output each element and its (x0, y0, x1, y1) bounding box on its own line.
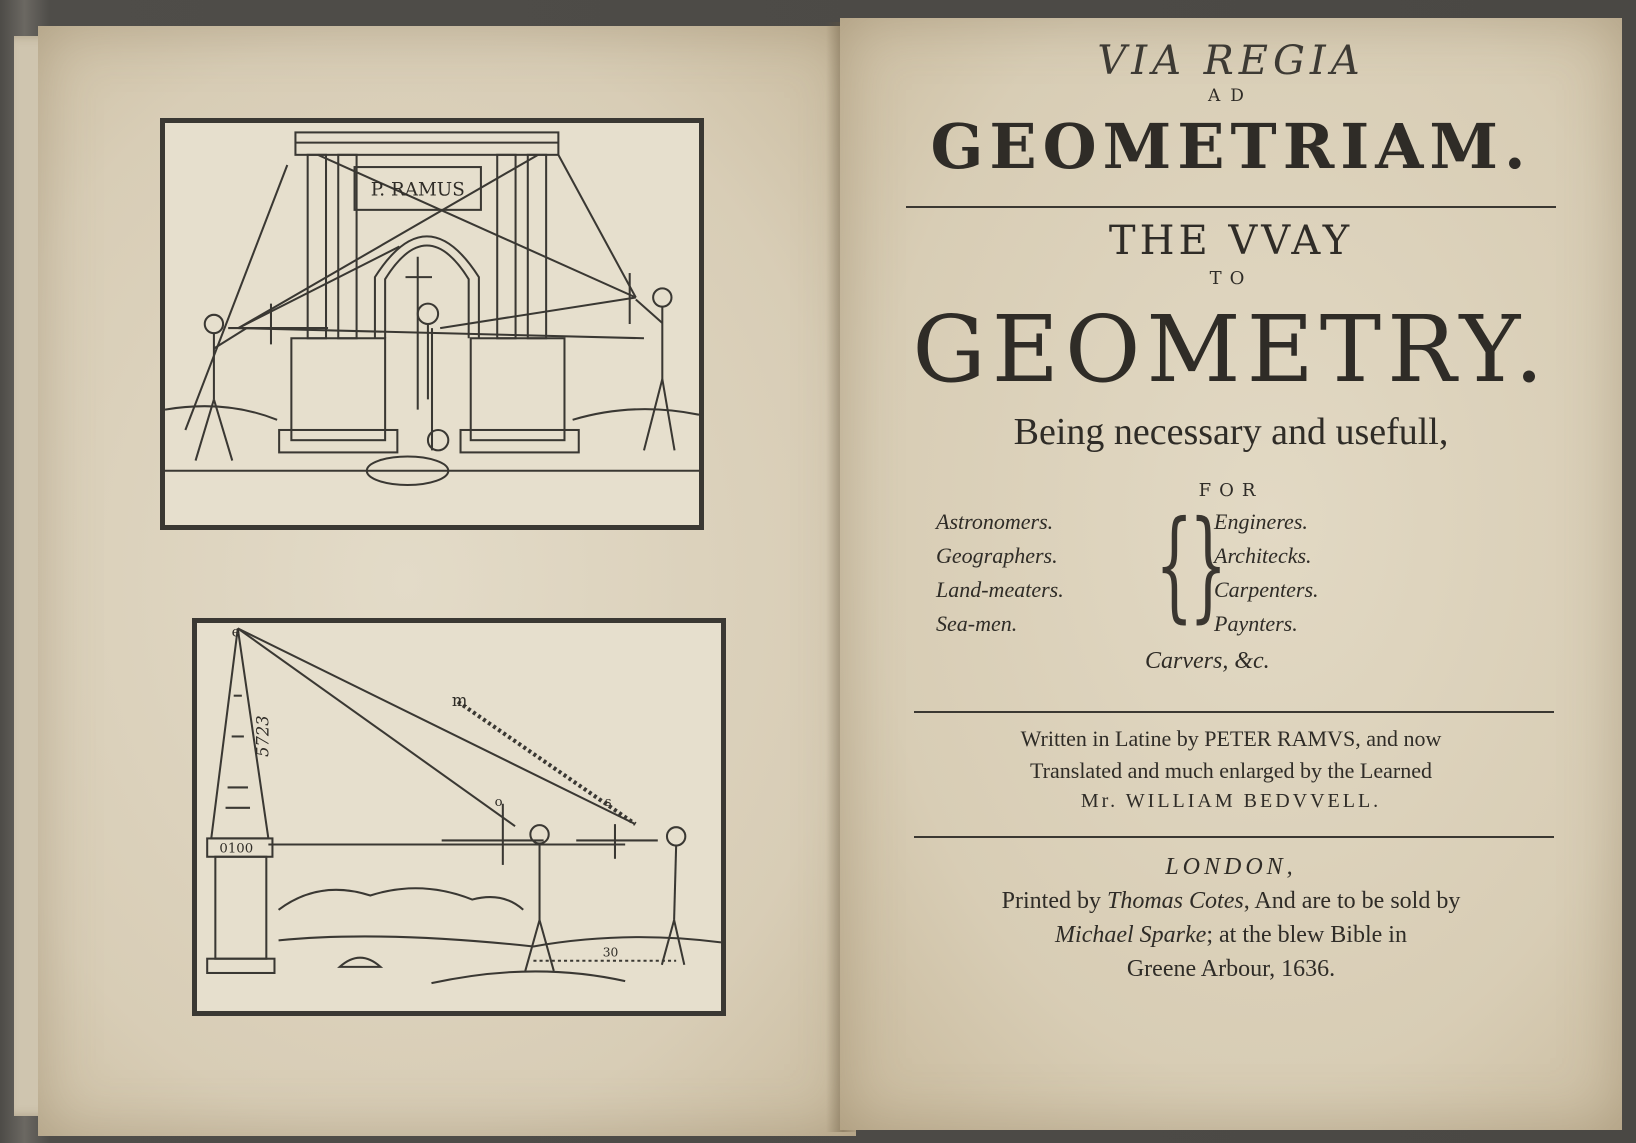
label-ground: 30 (602, 945, 619, 960)
audience-right-column (1214, 505, 1319, 641)
woodcut-sign-text: P. RAMUS (370, 179, 465, 201)
handwritten-title: VIA REGIA (1097, 38, 1365, 84)
audience-item: Sea-men. (936, 611, 1018, 636)
brace-icon: { (1155, 496, 1194, 635)
imprint-seller-line (840, 922, 1622, 949)
audience-item: Paynters. (1214, 611, 1298, 636)
label-e: e (231, 624, 241, 641)
audience-left-column (936, 505, 1064, 641)
woodcut-arch-illustration (160, 118, 704, 530)
divider-rule (914, 711, 1554, 713)
label-for: FOR (1198, 480, 1264, 501)
subtitle-being: Being necessary and usefull, (1013, 411, 1449, 453)
translator-name: Mr. WILLIAM BEDVVELL. (1080, 790, 1382, 812)
imprint-text: Printed by (1001, 888, 1107, 914)
title-geometriam: GEOMETRIAM. (930, 110, 1532, 183)
label-m: m (451, 690, 468, 710)
translator-line: Translated and much enlarged by the Learned (1030, 758, 1432, 783)
woodcut-obelisk-illustration (192, 618, 726, 1016)
imprint-text: , And are to be sold by (1243, 888, 1461, 914)
printer-name: Thomas Cotes (1107, 888, 1244, 914)
audience-item: Land-meaters. (936, 577, 1064, 602)
audience-item: Architecks. (1214, 543, 1312, 568)
imprint-printer-line (840, 888, 1622, 915)
divider-rule (906, 206, 1556, 208)
imprint-city: LONDON, (1165, 854, 1297, 880)
brace-icon: { (1189, 496, 1228, 635)
title-geometry: GEOMETRY. (912, 296, 1550, 403)
imprint-date-line: Greene Arbour, 1636. (1126, 956, 1336, 982)
label-o: o (494, 794, 503, 810)
title-page (840, 18, 1622, 1130)
surveyors-measuring-obelisk-illustration (197, 623, 721, 1011)
seller-name: Michael Sparke (1055, 922, 1207, 948)
label-base: 0100 (219, 841, 254, 857)
title-the-way: THE VVAY (1108, 218, 1354, 264)
surveyors-measuring-triumphal-arch-illustration (165, 123, 699, 525)
label-measure: 5723 (253, 715, 273, 757)
title-ad: AD (1208, 86, 1254, 106)
audience-carvers: Carvers, &c. (1145, 648, 1270, 674)
audience-item: Engineres. (1214, 509, 1308, 534)
title-to: TO (1209, 268, 1253, 289)
audience-item: Carpenters. (1214, 577, 1319, 602)
audience-item: Astronomers. (936, 509, 1054, 534)
divider-rule (914, 836, 1554, 838)
author-line: Written in Latine by PETER RAMVS, and now (1020, 726, 1442, 751)
audience-item: Geographers. (936, 543, 1058, 568)
label-s: s (604, 794, 612, 810)
imprint-text: ; at the blew Bible in (1206, 922, 1407, 948)
